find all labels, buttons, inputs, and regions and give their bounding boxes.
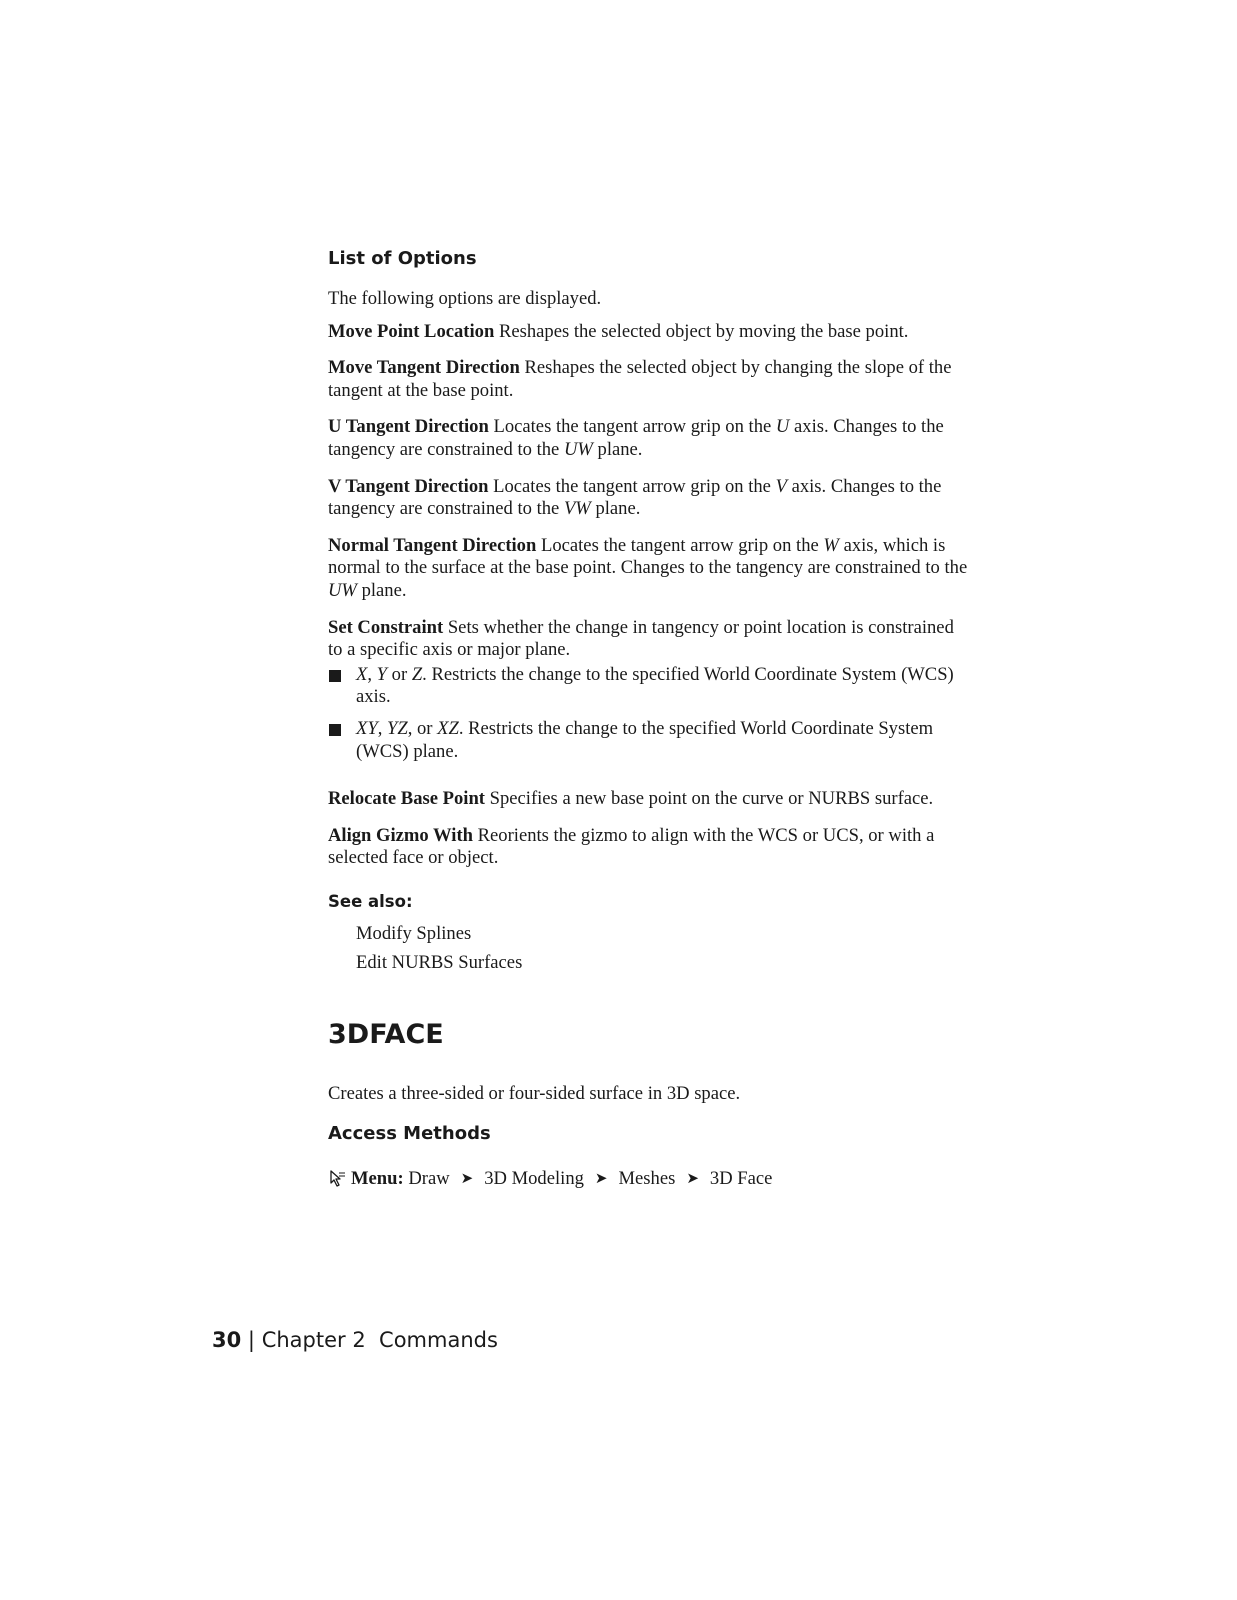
plane-name: YZ (387, 717, 408, 739)
option-desc: Locates the tangent arrow grip on the (540, 534, 819, 556)
option-desc: axis, which is normal to the surface at the base point. Changes to the tangency are constrained to the (328, 534, 968, 579)
conjunction: or (391, 663, 408, 685)
see-also-link-modify-splines[interactable]: Modify Splines (356, 922, 472, 944)
menu-pointer-icon (328, 1169, 348, 1189)
section-description: Creates a three-sided or four-sided surface in 3D space. (328, 1082, 741, 1104)
menu-access-path (328, 1167, 968, 1191)
see-also-link-edit-nurbs-surfaces[interactable]: Edit NURBS Surfaces (356, 951, 523, 973)
option-desc: axis. Changes to the tangency are constrained to the (328, 416, 944, 460)
option-desc: plane. (595, 498, 641, 520)
option-desc: Reshapes the selected object by moving the base point. (498, 320, 909, 342)
option-align-gizmo-with (328, 825, 968, 870)
arrow-right-icon: ➤ (686, 1171, 699, 1188)
option-term: Normal Tangent Direction (328, 534, 537, 556)
list-item: X, Y or Z. Restricts the change to the specified World Coordinate System (WCS) axis. (328, 664, 968, 709)
chapter-title: Commands (379, 1328, 498, 1352)
option-v-tangent-direction (328, 476, 968, 521)
option-normal-tangent-direction (328, 535, 968, 603)
conjunction: , or (407, 717, 433, 739)
list-of-options-heading: List of Options (328, 248, 477, 269)
constraint-bullet-list (328, 664, 968, 763)
option-term: V Tangent Direction (328, 475, 489, 497)
option-desc: plane. (597, 438, 643, 460)
option-desc: Sets whether the change in tangency or point location is constrained to a specific axis or major plane. (328, 616, 954, 661)
menu-path-item[interactable]: 3D Face (709, 1168, 773, 1190)
option-desc: Locates the tangent arrow grip on the (493, 416, 772, 438)
axis-name: W (823, 534, 839, 556)
menu-label: Menu: (351, 1168, 404, 1190)
section-title: 3DFACE (328, 1018, 444, 1050)
axis-name: U (775, 416, 790, 438)
option-desc: Reorients the gizmo to align with the WCS or UCS, or with a selected face or object. (328, 824, 935, 869)
chapter-label: Chapter 2 (261, 1328, 366, 1352)
see-also-links (328, 919, 968, 977)
option-desc: axis. Changes to the tangency are constrained to the (328, 475, 942, 520)
option-relocate-base-point (328, 788, 968, 811)
menu-path-item[interactable]: 3D Modeling (484, 1168, 584, 1190)
see-also-heading: See also: (328, 891, 413, 911)
plane-name: UW (328, 579, 357, 601)
option-set-constraint (328, 617, 968, 662)
axis-name: Y (376, 663, 387, 685)
menu-path-item[interactable]: Meshes (618, 1168, 676, 1190)
axis-name: X (356, 663, 368, 685)
arrow-right-icon: ➤ (594, 1171, 608, 1188)
menu-path-item[interactable]: Draw (408, 1168, 450, 1190)
option-desc: Locates the tangent arrow grip on the (493, 475, 771, 497)
option-term: Move Tangent Direction (328, 357, 520, 379)
option-move-tangent-direction (328, 357, 968, 402)
bullet-text: . Restricts the change to the specified World Coordinate System (WCS) plane. (356, 717, 934, 762)
options-intro: The following options are displayed. (328, 288, 602, 309)
plane-name: XZ (437, 717, 459, 739)
plane-name: UW (563, 438, 593, 460)
option-term: Align Gizmo With (328, 824, 473, 846)
access-methods-heading: Access Methods (328, 1123, 491, 1145)
option-u-tangent-direction (328, 416, 968, 461)
option-desc: Reshapes the selected object by changing the slope of the tangent at the base point. (328, 357, 952, 401)
page-footer (212, 1325, 498, 1355)
plane-name: XY (356, 717, 378, 739)
axis-name: V (775, 475, 787, 497)
option-desc: Specifies a new base point on the curve or NURBS surface. (489, 788, 934, 810)
option-term: Set Constraint (328, 616, 444, 638)
axis-name: Z (411, 663, 423, 685)
bullet-text: . Restricts the change to the specified World Coordinate System (WCS) axis. (356, 663, 954, 708)
arrow-right-icon: ➤ (460, 1171, 474, 1188)
page-content (328, 246, 968, 1191)
option-term: Move Point Location (328, 320, 495, 342)
option-move-point-location (328, 321, 968, 344)
option-desc: plane. (361, 579, 407, 601)
footer-separator: | (247, 1328, 255, 1352)
option-term: U Tangent Direction (328, 416, 489, 438)
option-term: Relocate Base Point (328, 788, 485, 810)
bullet-square-icon (329, 724, 341, 736)
bullet-square-icon (329, 670, 341, 682)
list-item: XY, YZ, or XZ. Restricts the change to the specified World Coordinate System (WCS) plane. (328, 718, 968, 763)
page-number: 30 (212, 1328, 242, 1352)
plane-name: VW (563, 498, 591, 520)
